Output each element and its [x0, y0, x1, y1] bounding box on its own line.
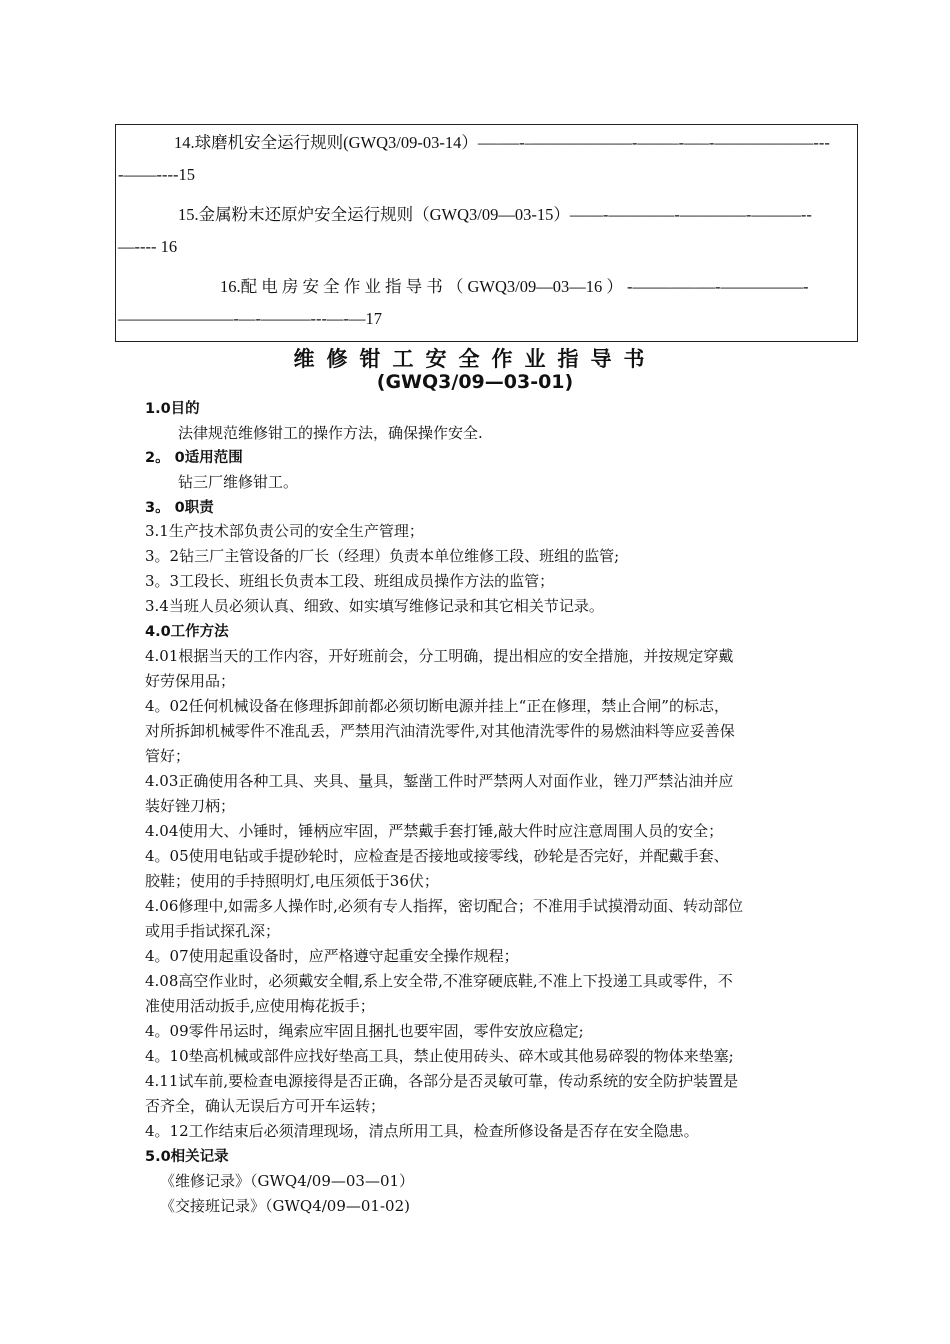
section-4-line: 4。05使用电钻或手提砂轮时，应检查是否接地或接零线，砂轮是否完好，并配戴手套、	[145, 847, 729, 865]
toc-entry-15: 15.金属粉末还原炉安全运行规则（GWQ3/09—03-15）——-————-————-———--	[178, 205, 812, 224]
section-4-line: 否齐全，确认无误后方可开车运转；	[145, 1097, 386, 1115]
section-4-line: 好劳保用品；	[145, 672, 236, 690]
section-4-line: 4。09零件吊运时，绳索应牢固且捆扎也要牢固，零件安放应稳定;	[145, 1022, 584, 1040]
section-3-item: 3。2钻三厂主管设备的厂长（经理）负责本单位维修工段、班组的监管;	[145, 547, 620, 565]
section-4-line: 4。12工作结束后必须清理现场，清点所用工具，检查所修设备是否存在安全隐患。	[145, 1122, 699, 1140]
section-2-heading: 2。 0适用范围	[145, 450, 243, 466]
section-4-line: 管好；	[145, 747, 191, 765]
section-1-heading: 1.0目的	[145, 401, 200, 417]
toc-entry-14-cont: -——----15	[118, 165, 195, 184]
section-4-line: 4。02任何机械设备在修理拆卸前都必须切断电源并挂上“正在修理，禁止合闸”的标志，	[145, 697, 729, 715]
toc-box	[115, 124, 858, 342]
section-3-item: 3。3工段长、班组长负责本工段、班组成员操作方法的监管；	[145, 572, 555, 590]
record-item: 《交接班记录》（GWQ4/09—01-02)	[160, 1197, 410, 1215]
section-4-line: 4。10垫高机械或部件应找好垫高工具，禁止使用砖头、碎木或其他易碎裂的物体来垫塞;	[145, 1047, 734, 1065]
section-4-heading: 4.0工作方法	[145, 624, 229, 640]
section-4-line: 4.08高空作业时，必须戴安全帽,系上安全带,不准穿硬底鞋,不准上下投递工具或零件，不	[145, 972, 733, 990]
section-4-line: 4.04使用大、小锤时，锤柄应牢固，严禁戴手套打锤,敲大件时应注意周围人员的安全；	[145, 822, 724, 840]
section-3-item: 3.1生产技术部负责公司的安全生产管理；	[145, 522, 424, 540]
section-4-line: 4.01根据当天的工作内容，开好班前会，分工明确，提出相应的安全措施，并按规定穿戴	[145, 647, 734, 665]
record-item: 《维修记录》（GWQ4/09—03—01）	[160, 1172, 415, 1190]
section-4-line: 准使用活动扳手,应使用梅花扳手；	[145, 997, 375, 1015]
toc-entry-14: 14.球磨机安全运行规则(GWQ3/09-03-14）—–—-–——————-——–-—–-——————---	[174, 133, 830, 152]
section-4-line: 或用手指试探孔深；	[145, 922, 281, 940]
section-4-line: 装好锉刀柄；	[145, 797, 236, 815]
section-3-item: 3.4当班人员必须认真、细致、如实填写维修记录和其它相关节记录。	[145, 597, 604, 615]
doc-title: 维修钳工安全作业指导书	[293, 347, 657, 371]
section-4-line: 对所拆卸机械零件不准乱丢，严禁用汽油清洗零件,对其他清洗零件的易燃油料等应妥善保	[145, 722, 735, 740]
section-4-line: 4.03正确使用各种工具、夹具、量具，錾凿工件时严禁两人对面作业，锉刀严禁沾油并应	[145, 772, 734, 790]
toc-entry-15-cont: —---- 16	[118, 237, 178, 256]
doc-code: (GWQ3/09—03-01)	[376, 371, 574, 393]
toc-entry-16: 16.配 电 房 安 全 作 业 指 导 书 （ GWQ3/09—03—16 ） -——–—–—-—————-	[220, 277, 809, 296]
section-4-line: 4.11试车前,要检查电源接得是否正确，各部分是否灵敏可靠，传动系统的安全防护装置是	[145, 1072, 739, 1090]
section-4-line: 4。07使用起重设备时，应严格遵守起重安全操作规程；	[145, 947, 519, 965]
section-4-line: 4.06修理中,如需多人操作时,必须有专人指挥，密切配合；不准用手试摸滑动面、转动部位	[145, 897, 743, 915]
section-1-text: 法律规范维修钳工的操作方法，确保操作安全.	[178, 424, 483, 442]
section-5-heading: 5.0相关记录	[145, 1149, 229, 1165]
section-4-line: 胶鞋；使用的手持照明灯,电压须低于36伏；	[145, 872, 439, 890]
toc-entry-16-cont: ———————-—-———---—-—17	[118, 309, 382, 328]
section-2-text: 钻三厂维修钳工。	[178, 473, 299, 491]
section-3-heading: 3。 0职责	[145, 500, 214, 516]
